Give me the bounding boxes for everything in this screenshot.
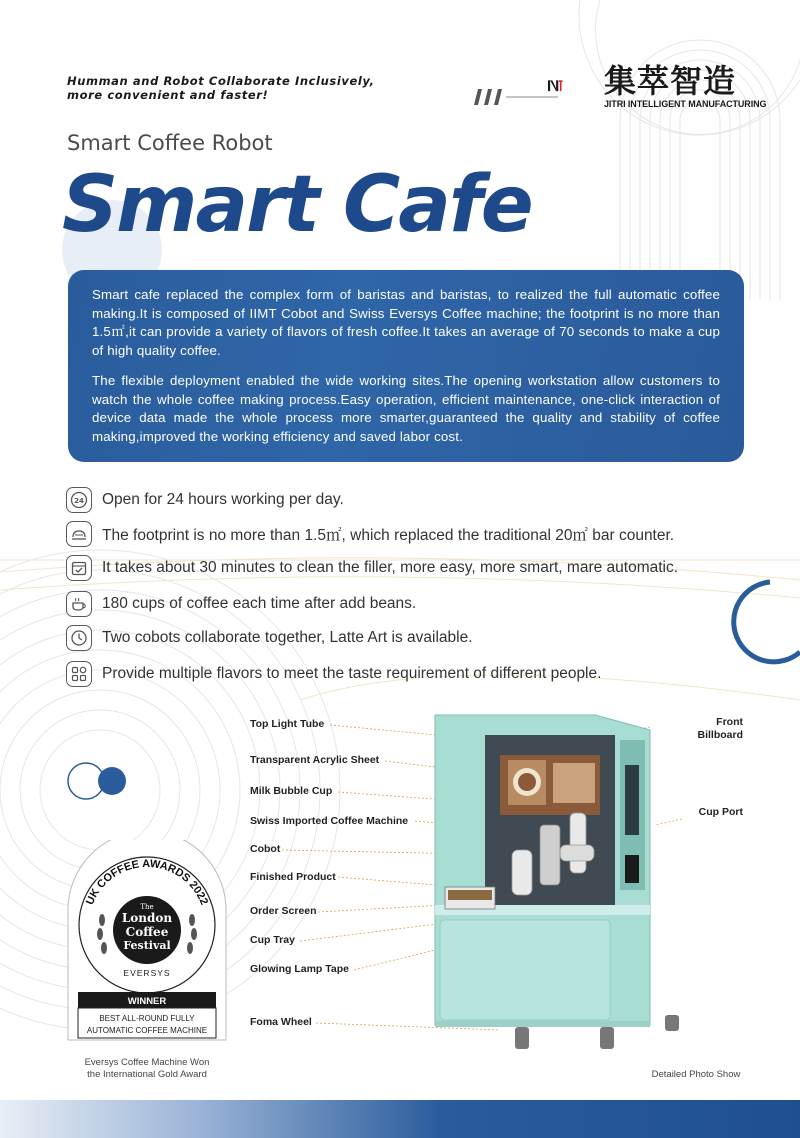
intro-box: [68, 270, 744, 462]
label-cup-tray: Cup Tray: [250, 934, 295, 946]
page-title: Smart Cafe: [62, 160, 532, 250]
label-transparent-acrylic-sheet: Transparent Acrylic Sheet: [250, 754, 380, 766]
tagline-line-1: Humman and Robot Collaborate Inclusively,: [67, 74, 375, 88]
label-top-light-tube: Top Light Tube: [250, 718, 325, 730]
feature-item: [66, 660, 601, 688]
feature-text: Two cobots collaborate together, Latte Art is available.: [102, 629, 473, 646]
award-badge: [62, 840, 232, 1050]
award-the: The: [140, 903, 154, 911]
feature-item: [66, 520, 674, 548]
award-category-line-2: AUTOMATIC COFFEE MACHINE: [86, 1026, 208, 1035]
award-caption-line-1: Eversys Coffee Machine Won: [84, 1057, 210, 1068]
clock-icon: [66, 625, 92, 651]
bottom-gradient-bar: [0, 1100, 800, 1138]
feature-item: [66, 590, 416, 618]
logo-english-name: JITRI INTELLIGENT MANUFACTURING: [604, 99, 767, 109]
slash-decoration: [470, 89, 560, 105]
award-london: London: [121, 911, 173, 925]
label-front-line-2: Billboard: [697, 729, 743, 741]
award-eversys: EVERSYS: [123, 968, 171, 978]
photo-caption: Detailed Photo Show: [651, 1069, 741, 1080]
intro-paragraph-1: Smart cafe replaced the complex form of baristas and baristas, to realized the full automatic coffee making.It is composed of IIMT Cobot and Swiss Eversys Coffee machine; the footprint is no more than 1.5㎡,it can provide a variety of flavors of fresh coffee.It takes an average of 70 seconds to make a cup of high quality coffee.: [92, 287, 720, 358]
label-finished-product: Finished Product: [250, 871, 336, 883]
label-milk-bubble-cup: Milk Bubble Cup: [250, 785, 333, 797]
label-cobot: Cobot: [250, 843, 281, 855]
page-subtitle: Smart Coffee Robot: [67, 131, 273, 155]
feature-text: Provide multiple flavors to meet the taste requirement of different people.: [102, 665, 602, 682]
award-festival: Festival: [123, 939, 171, 952]
label-front-line-1: Front: [716, 716, 743, 728]
award-arc-text-path: UK COFFEE AWARDS 2022: [83, 857, 211, 907]
feature-text: Open for 24 hours working per day.: [102, 491, 344, 508]
intro-paragraph-2: The flexible deployment enabled the wide working sites.The opening workstation allow customers to watch the whole coffee making process.Easy operation, efficient maintenance, one-click interaction of device data made the whole process more smarter,guaranteed the quality and stability of coffee making,improved the working efficiency and saved labor cost.: [92, 373, 720, 444]
calendar-check-icon: [66, 555, 92, 581]
label-foma-wheel: Foma Wheel: [250, 1016, 312, 1028]
feature-text: It takes about 30 minutes to clean the filler, more easy, more smart, mare automatic.: [102, 559, 679, 576]
24-hours-icon: [66, 487, 92, 513]
feature-item: [66, 624, 473, 652]
tagline: [67, 74, 375, 102]
grid-icon: [66, 661, 92, 687]
label-swiss-coffee-machine: Swiss Imported Coffee Machine: [250, 815, 409, 827]
label-glowing-lamp-tape: Glowing Lamp Tape: [250, 963, 349, 975]
label-order-screen: Order Screen: [250, 905, 317, 917]
feature-text: 180 cups of coffee each time after add beans.: [102, 595, 417, 612]
coffee-cup-icon: [66, 591, 92, 617]
feature-item: [66, 486, 344, 514]
award-category-line-1: BEST ALL-ROUND FULLY: [99, 1014, 195, 1023]
footprint-icon: [66, 521, 92, 547]
award-winner: WINNER: [127, 996, 167, 1007]
label-front-billboard: [697, 716, 743, 742]
award-caption: [62, 1057, 232, 1081]
feature-item: [66, 554, 678, 582]
svg-text:24: 24: [74, 497, 84, 505]
award-coffee: Coffee: [125, 925, 169, 939]
logo-chinese-name: 集萃智造: [604, 62, 737, 100]
label-cup-port: Cup Port: [698, 806, 743, 818]
award-caption-line-2: the International Gold Award: [87, 1069, 207, 1080]
feature-text: The footprint is no more than 1.5㎡, which replaced the traditional 20㎡ bar counter.: [102, 527, 675, 544]
jitri-logo-icon: [548, 63, 602, 109]
tagline-line-2: more convenient and faster!: [67, 88, 269, 102]
